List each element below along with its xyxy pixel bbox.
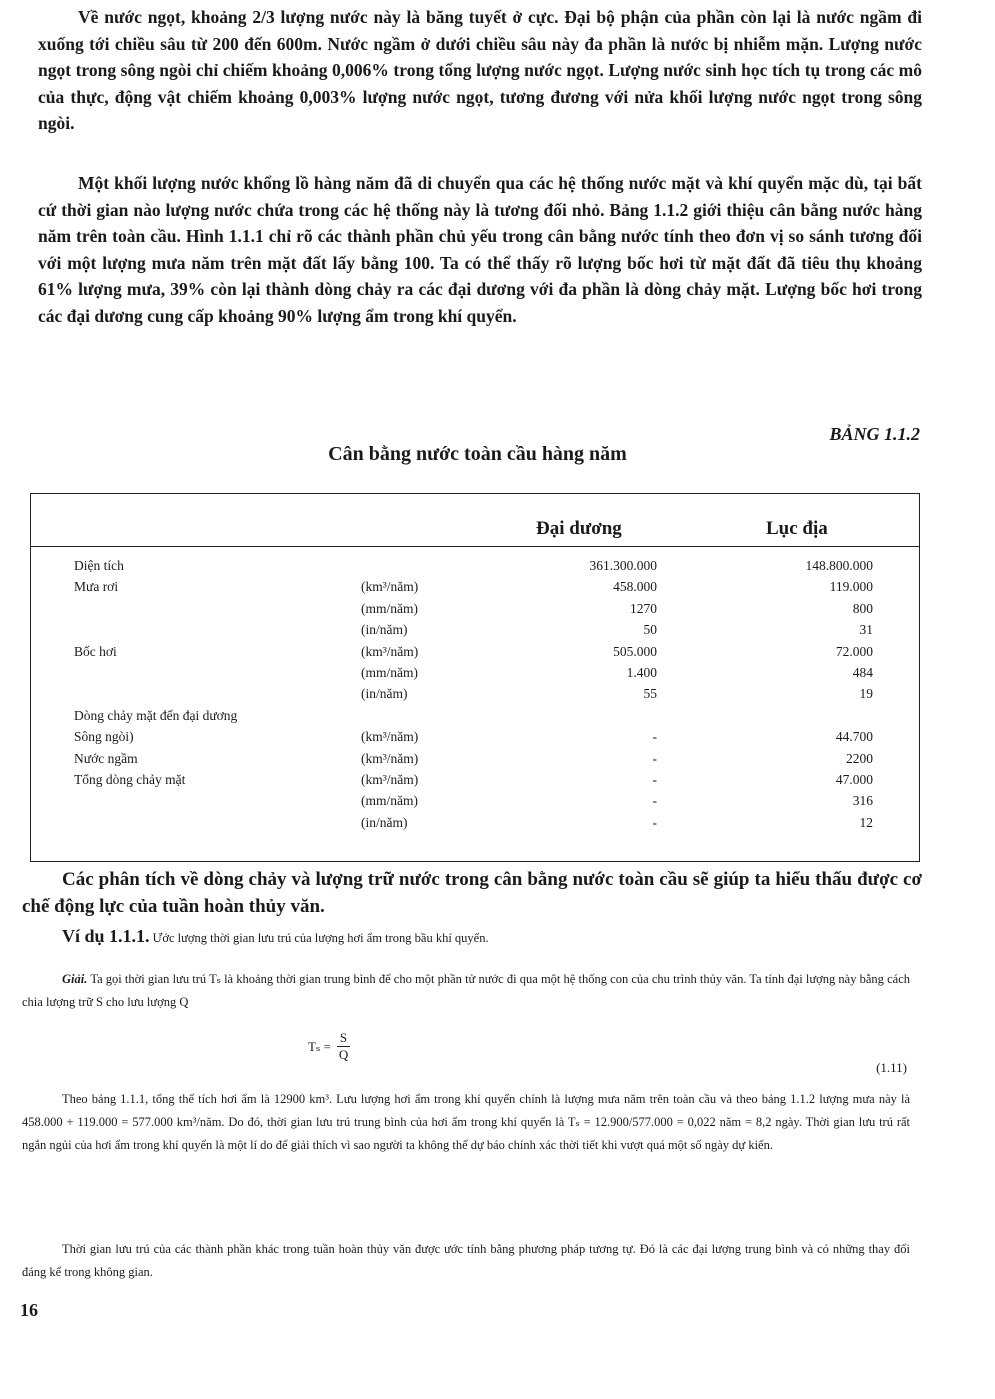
ocean-value: 361.300.000 <box>589 558 657 573</box>
ocean-value: - <box>652 814 657 830</box>
table-row <box>31 601 919 622</box>
land-value: 44.700 <box>835 729 873 745</box>
land-value: 47.000 <box>835 772 873 787</box>
row-unit: (in/năm) <box>361 686 408 702</box>
row-unit: (mm/năm) <box>361 665 418 680</box>
table-title: Cân bằng nước toàn cầu hàng năm <box>328 443 627 465</box>
table-row <box>31 793 919 814</box>
formula-denominator: Q <box>338 1047 349 1062</box>
row-label: Sông ngòi) <box>74 729 134 745</box>
ocean-value: 55 <box>643 686 657 702</box>
land-value: 316 <box>852 793 873 809</box>
paragraph-text: Các phân tích về dòng chảy và lượng trữ nước trong cân bằng nước toàn cầu sẽ giúp ta hiểu thấu được cơ chế động lực của tuần hoàn thủy văn. <box>22 869 922 917</box>
ocean-value: 458.000 <box>613 579 657 595</box>
land-value: 12 <box>859 814 873 830</box>
ocean-value: - <box>652 729 657 745</box>
ocean-value: 1.400 <box>626 665 657 680</box>
table-label: BẢNG 1.1.2 <box>829 424 920 444</box>
header-divider <box>31 546 919 547</box>
row-label: Bốc hơi <box>74 643 117 659</box>
solution-label: Giải. <box>62 972 88 986</box>
paragraph-text: Theo bảng 1.1.1, tổng thể tích hơi ẩm là 12900 km³. Lưu lượng hơi ẩm trong khí quyển chính là lượng mưa năm trên toàn cầu và theo bảng 1.1.2 lượng mưa này là 458.000 + 119.000 = 577.000 km³/năm. Do đó, thời gian lưu trú trung bình của hơi ẩm trong khí quyển là Tₛ = 12.900/577.000 = 0,022 năm = 8,2 ngày. Thời gian lưu trú rất ngắn ngủi của hơi ẩm trong khí quyển là một lí do để giải thích vì sao người ta không thể dự báo chính xác thời tiết khi vượt quá một số ngày dự kiến. <box>22 1092 910 1152</box>
table-row <box>31 558 919 579</box>
ocean-value: 50 <box>643 622 657 638</box>
table-row <box>31 644 919 665</box>
formula-fraction <box>337 1030 350 1063</box>
row-unit: (in/năm) <box>361 814 408 830</box>
land-value: 148.800.000 <box>805 558 873 573</box>
ocean-value: - <box>652 750 657 766</box>
page-number: 16 <box>20 1300 38 1320</box>
ocean-value: 1270 <box>630 600 657 616</box>
land-value: 119.000 <box>829 579 873 595</box>
example-question: Ước lượng thời gian lưu trú của lượng hơi ẩm trong bầu khí quyển. <box>152 931 489 945</box>
solution-paragraph <box>22 968 910 1014</box>
closing-paragraph <box>22 1238 910 1284</box>
row-unit: (km³/năm) <box>361 750 419 766</box>
table-row <box>31 622 919 643</box>
row-unit: (km³/năm) <box>361 643 419 659</box>
paragraph-text: Thời gian lưu trú của các thành phần khác trong tuần hoàn thủy văn được ước tính bằng phương pháp tương tự. Đó là các đại lượng trung bình và có những thay đổi đáng kể trong không gian. <box>22 1242 910 1279</box>
table-row <box>31 708 919 729</box>
formula <box>308 1030 350 1063</box>
land-value: 484 <box>852 665 873 680</box>
paragraph-analysis <box>22 866 922 920</box>
row-unit: (mm/năm) <box>361 600 418 616</box>
water-balance-table <box>30 493 920 862</box>
row-unit: (in/năm) <box>361 622 408 638</box>
land-value: 800 <box>852 600 873 616</box>
column-header-ocean: Đại dương <box>536 518 622 539</box>
calculation-paragraph <box>22 1088 910 1157</box>
paragraph-text: Về nước ngọt, khoảng 2/3 lượng nước này là băng tuyết ở cực. Đại bộ phận của phần còn lại là nước ngầm đi xuống tới chiều sâu từ 200 đến 600m. Nước ngầm ở dưới chiều sâu này đa phần là nước bị nhiễm mặn. Lượng nước ngọt trong sông ngòi chỉ chiếm khoảng 0,006% trong tổng lượng nước ngọt. Lượng nước sinh học tích tụ trong các mô của thực, động vật chiếm khoảng 0,003% lượng nước ngọt, tương đương với nửa khối lượng nước ngọt trong sông ngòi. <box>38 7 922 133</box>
land-value: 72.000 <box>835 643 873 659</box>
ocean-value: - <box>652 772 657 787</box>
ocean-value: - <box>652 793 657 809</box>
table-row <box>31 815 919 836</box>
row-label: Mưa rơi <box>74 579 119 595</box>
formula-numerator: S <box>337 1030 350 1047</box>
table-row <box>31 751 919 772</box>
table-row <box>31 729 919 750</box>
example-title: Ví dụ 1.1.1. <box>62 926 150 946</box>
paragraph-water-movement <box>38 170 922 329</box>
row-label: Tổng dòng chảy mặt <box>74 772 186 787</box>
formula-lhs: Tₛ = <box>308 1038 331 1054</box>
table-row <box>31 686 919 707</box>
paragraph-text: Một khối lượng nước khổng lồ hàng năm đã di chuyển qua các hệ thống nước mặt và khí quyển mặc dù, tại bất cứ thời gian nào lượng nước chứa trong các hệ thống này là tương đối nhỏ. Bảng 1.1.2 giới thiệu cân bằng nước hàng năm trên toàn cầu. Hình 1.1.1 chỉ rõ các thành phần chủ yếu trong cân bằng nước tính theo đơn vị so sánh tương đối với một lượng mưa năm trên mặt đất lấy bằng 100. Ta có thể thấy rõ lượng bốc hơi từ mặt đất đã tiêu thụ khoảng 61% lượng mưa, 39% còn lại thành dòng chảy ra các đại dương với đa phần là dòng chảy mặt. Lượng bốc hơi trong các đại dương cung cấp khoảng 90% lượng ẩm trong khí quyển. <box>38 173 922 326</box>
column-header-land: Lục địa <box>766 518 828 539</box>
example-heading <box>62 926 489 947</box>
table-row <box>31 665 919 686</box>
row-unit: (km³/năm) <box>361 579 419 595</box>
row-label: Nước ngầm <box>74 750 138 766</box>
row-label: Dòng chảy mặt đến đại dương <box>74 707 238 723</box>
row-unit: (km³/năm) <box>361 729 419 745</box>
land-value: 19 <box>859 686 873 702</box>
ocean-value: 505.000 <box>613 643 657 659</box>
row-unit: (km³/năm) <box>361 772 419 787</box>
paragraph-freshwater <box>38 4 922 137</box>
land-value: 31 <box>859 622 873 638</box>
row-unit: (mm/năm) <box>361 793 418 809</box>
land-value: 2200 <box>846 750 873 766</box>
row-label: Diện tích <box>74 558 124 573</box>
table-row <box>31 579 919 600</box>
solution-text: Ta gọi thời gian lưu trú Tₛ là khoảng thời gian trung bình để cho một phần tử nước đi qua một hệ thống con của chu trình thủy văn. Ta tính đại lượng này bằng cách chia lượng trữ S cho lưu lượng Q <box>22 972 910 1009</box>
table-row <box>31 772 919 793</box>
equation-number: (1.11) <box>876 1060 907 1075</box>
